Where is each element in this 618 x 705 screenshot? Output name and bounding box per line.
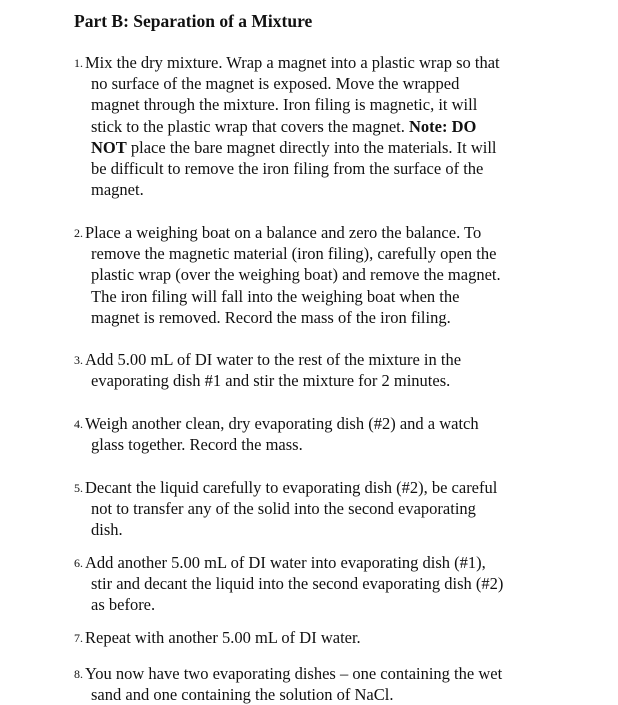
step-line: no surface of the magnet is exposed. Move the wrapped [91, 74, 460, 94]
step-line: be difficult to remove the iron filing from the surface of the [91, 159, 484, 179]
step-line: Add 5.00 mL of DI water to the rest of the mixture in the [85, 350, 462, 369]
step-7 [74, 627, 574, 648]
step-line: stir and decant the liquid into the second evaporating dish (#2) [91, 574, 504, 594]
step-line: plastic wrap (over the weighing boat) and remove the magnet. [91, 265, 501, 285]
step-8 [74, 663, 574, 705]
step-number: 3. [74, 353, 83, 367]
step-line: evaporating dish #1 and stir the mixture for 2 minutes. [91, 371, 451, 391]
step-line-text: place the bare magnet directly into the materials. It will [126, 137, 497, 157]
section-title: Part B: Separation of a Mixture [74, 11, 313, 31]
step-number: 4. [74, 417, 83, 431]
step-line-with-note [74, 137, 574, 158]
step-6 [74, 552, 574, 616]
step-line: Repeat with another 5.00 mL of DI water. [85, 628, 361, 647]
step-line: Mix the dry mixture. Wrap a magnet into a plastic wrap so that [85, 53, 500, 72]
step-line: magnet is removed. Record the mass of the iron filing. [91, 307, 451, 327]
step-line: magnet through the mixture. Iron filing is magnetic, it will [91, 95, 478, 115]
step-number: 8. [74, 667, 83, 681]
step-line: Weigh another clean, dry evaporating dish (#2) and a watch [85, 414, 479, 433]
step-line: magnet. [91, 180, 144, 200]
step-line: not to transfer any of the solid into the second evaporating [91, 499, 476, 519]
step-number: 5. [74, 481, 83, 495]
step-line: Decant the liquid carefully to evaporating dish (#2), be careful [85, 478, 498, 497]
step-line: Place a weighing boat on a balance and zero the balance. To [85, 223, 482, 242]
step-line: remove the magnetic material (iron filing), carefully open the [91, 244, 497, 264]
step-number: 7. [74, 631, 83, 645]
note-label-continued: NOT [91, 137, 127, 157]
step-line: sand and one containing the solution of NaCl. [91, 685, 394, 705]
step-4 [74, 413, 574, 455]
step-1 [74, 52, 574, 200]
step-number: 2. [74, 226, 83, 240]
step-line: as before. [91, 595, 156, 615]
step-2 [74, 222, 574, 328]
step-number: 1. [74, 56, 83, 70]
step-3 [74, 349, 574, 391]
step-number: 6. [74, 556, 83, 570]
step-line-text: stick to the plastic wrap that covers the magnet. [91, 116, 405, 136]
step-line: glass together. Record the mass. [91, 435, 303, 455]
step-line: The iron filing will fall into the weighing boat when the [91, 286, 460, 306]
step-line-with-note [74, 116, 574, 137]
step-line: Add another 5.00 mL of DI water into evaporating dish (#1), [85, 553, 486, 572]
step-line: dish. [91, 520, 123, 540]
step-line: You now have two evaporating dishes – one containing the wet [85, 664, 503, 683]
step-5 [74, 477, 574, 541]
note-label: Note: DO [409, 116, 477, 136]
